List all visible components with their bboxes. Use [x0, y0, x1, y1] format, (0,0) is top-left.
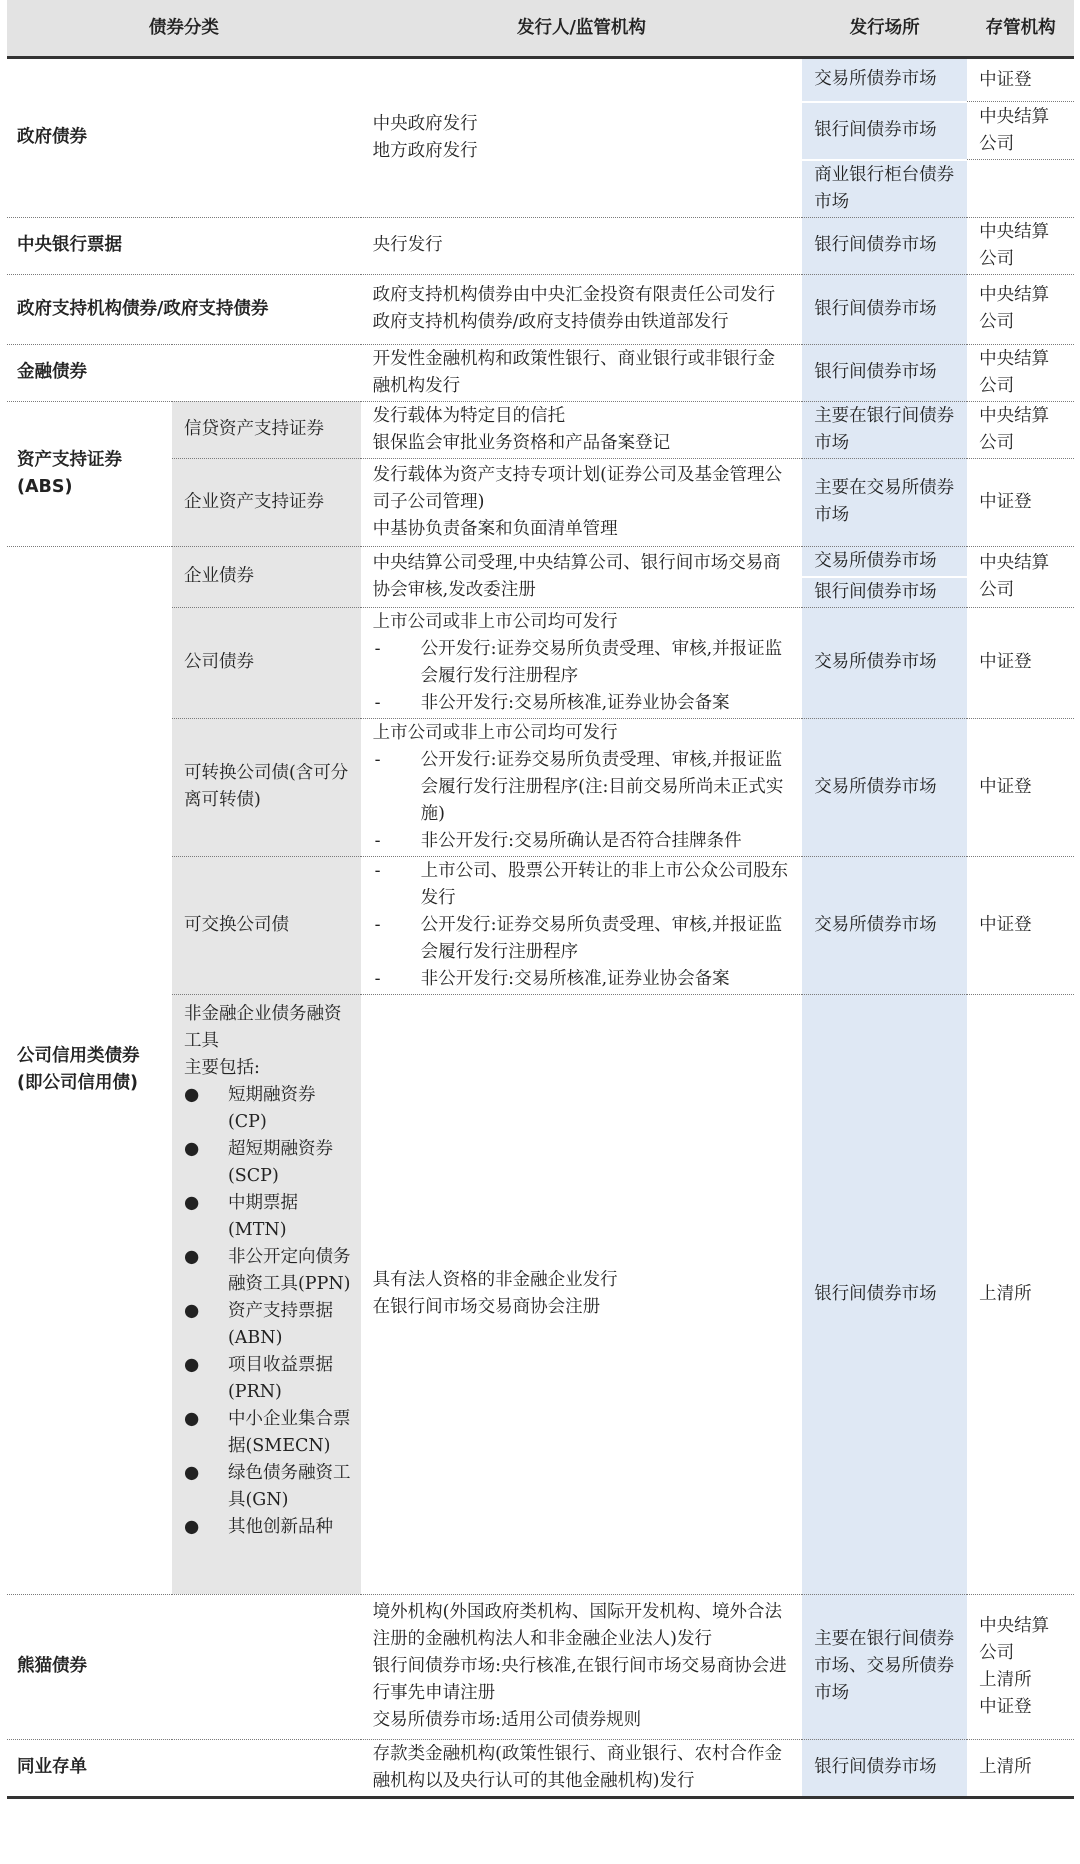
issuer-line: 银保监会审批业务资格和产品备案登记: [372, 432, 671, 453]
list-item: ● 中小企业集合票据(SMECN): [184, 1406, 351, 1460]
header-category: 债券分类: [7, 0, 361, 58]
bullet-item: - 上市公司、股票公开转让的非上市公众公司股东发行: [373, 858, 793, 912]
venue-cell: 银行间债券市场: [802, 344, 967, 401]
custodian-line: 上清所: [979, 1669, 1032, 1690]
bullet-text: 非公开发行:交易所确认是否符合挂牌条件: [420, 830, 742, 851]
bullet-icon: ●: [183, 1138, 200, 1159]
custodian-cell: 中央结算公司: [967, 401, 1074, 458]
issuer-cell: [361, 718, 803, 856]
issuer-line: 境外机构(外国政府类机构、国际开发机构、境外合法注册的金融机构法人和非金融企业法人)发行: [372, 1602, 782, 1649]
subcategory-cell: 可转换公司债(含可分离可转债): [172, 718, 361, 856]
bullet-item: - 非公开发行:交易所核准,证券业协会备案: [373, 966, 793, 993]
issuer-cell: 存款类金融机构(政策性银行、商业银行、农村合作金融机构以及央行认可的其他金融机构)发行: [372, 1743, 782, 1791]
issuer-cell: [361, 458, 803, 546]
custodian-cell: 中央结算公司: [967, 344, 1074, 401]
issuer-line: 发行载体为资产支持专项计划(证券公司及基金管理公司子公司管理): [372, 464, 782, 512]
issuer-cell: [361, 58, 803, 218]
header-row: [7, 0, 1074, 58]
custodian-cell: 中证登: [967, 718, 1074, 856]
table-row: [7, 344, 1074, 401]
custodian-cell: [967, 160, 1074, 218]
venue-cell: 主要在银行间债券市场: [802, 401, 967, 458]
category-cell: 政府债券: [7, 58, 361, 218]
category-cell: 同业存单: [17, 1757, 87, 1777]
bullet-text: 非公开发行:交易所核准,证券业协会备案: [420, 968, 730, 989]
bullet-icon: ●: [183, 1246, 200, 1267]
subcategory-title: 非金融企业债务融资工具: [183, 1003, 342, 1051]
bullet-item: - 非公开发行:交易所确认是否符合挂牌条件: [373, 828, 793, 855]
issuer-cell: [361, 274, 803, 344]
list-item: ● 非公开定向债务融资工具(PPN): [184, 1244, 351, 1298]
venue-cell: 银行间债券市场: [802, 994, 967, 1594]
category-cell: 政府支持机构债券/政府支持债券: [7, 274, 361, 344]
category-cell: 资产支持证券(ABS): [7, 401, 172, 546]
venue-cell: 交易所债券市场: [802, 856, 967, 994]
list-item: ● 超短期融资券(SCP): [184, 1136, 351, 1190]
issuer-cell: 开发性金融机构和政策性银行、商业银行或非银行金融机构发行: [361, 344, 803, 401]
venue-cell: 银行间债券市场: [802, 1739, 967, 1796]
table-row: [7, 1594, 1074, 1739]
custodian-cell: 中证登: [967, 856, 1074, 994]
custodian-line: 中央结算公司: [979, 1615, 1050, 1663]
bullet-text: 上市公司、股票公开转让的非上市公众公司股东发行: [420, 860, 789, 908]
issuer-line: 在银行间市场交易商协会注册: [372, 1297, 601, 1317]
issuer-line: 具有法人资格的非金融企业发行: [372, 1270, 618, 1290]
table-row: [7, 546, 1074, 577]
bullet-text: 公开发行:证券交易所负责受理、审核,并报证监会履行发行注册程序(注:目前交易所尚未正式实施): [420, 749, 784, 824]
venue-cell: 交易所债券市场: [802, 58, 967, 102]
issuer-line: 政府支持机构债券由中央汇金投资有限责任公司发行: [372, 285, 776, 305]
table-row: [7, 401, 1074, 458]
subcategory-cell: [172, 994, 361, 1594]
issuer-line: 中基协负责备案和负面清单管理: [372, 518, 618, 539]
issuer-line: 中央政府发行: [372, 113, 478, 134]
issuer-cell: 中央结算公司受理,中央结算公司、银行间市场交易商协会审核,发改委注册: [361, 546, 803, 607]
list-item: ● 中期票据(MTN): [184, 1190, 351, 1244]
issuer-line: 银行间债券市场:央行核准,在银行间市场交易商协会进行事先申请注册: [372, 1656, 787, 1703]
venue-cell: 交易所债券市场: [802, 546, 967, 577]
issuer-cell: 央行发行: [361, 217, 803, 274]
bullet-icon: ●: [183, 1408, 200, 1429]
issuer-line: 上市公司或非上市公司均可发行: [372, 611, 618, 632]
list-item: ● 绿色债务融资工具(GN): [184, 1460, 351, 1514]
header-custodian: 存管机构: [967, 0, 1074, 58]
issuer-cell: [361, 994, 803, 1594]
bullet-item: - 公开发行:证券交易所负责受理、审核,并报证监会履行发行注册程序: [373, 636, 793, 690]
subcategory-subtitle: 主要包括:: [183, 1057, 260, 1078]
category-cell: 中央银行票据: [7, 217, 361, 274]
custodian-cell: 中央结算公司: [967, 102, 1074, 160]
list-item: ● 其他创新品种: [184, 1514, 351, 1541]
custodian-cell: 中证登: [967, 458, 1074, 546]
bullet-icon: ●: [183, 1084, 200, 1105]
issuer-cell: [361, 607, 803, 718]
subcategory-cell: 可交换公司债: [172, 856, 361, 994]
venue-cell: 交易所债券市场: [802, 718, 967, 856]
custodian-cell: 上清所: [967, 994, 1074, 1594]
issuer-line: 政府支持机构债券/政府支持债券由铁道部发行: [372, 312, 729, 332]
custodian-cell: 中证登: [967, 607, 1074, 718]
subcategory-cell: 企业资产支持证券: [172, 458, 361, 546]
custodian-cell: 中证登: [967, 58, 1074, 102]
venue-cell: 银行间债券市场: [802, 217, 967, 274]
bullet-icon: ●: [183, 1354, 200, 1375]
header-venue: 发行场所: [802, 0, 967, 58]
bullet-text: 公开发行:证券交易所负责受理、审核,并报证监会履行发行注册程序: [420, 914, 783, 962]
bullet-text: 公开发行:证券交易所负责受理、审核,并报证监会履行发行注册程序: [420, 638, 783, 686]
list-item: ● 资产支持票据(ABN): [184, 1298, 351, 1352]
issuer-cell: [361, 1594, 803, 1739]
issuer-line: 上市公司或非上市公司均可发行: [372, 722, 618, 743]
venue-cell: 银行间债券市场: [802, 577, 967, 608]
bullet-text: 非公开发行:交易所核准,证券业协会备案: [420, 692, 730, 713]
category-cell: 金融债券: [7, 344, 361, 401]
custodian-line: 中证登: [979, 1696, 1032, 1717]
venue-cell: 银行间债券市场: [802, 274, 967, 344]
bullet-item: - 公开发行:证券交易所负责受理、审核,并报证监会履行发行注册程序(注:目前交易所尚未正式实施): [373, 747, 793, 828]
venue-cell: 主要在银行间债券市场、交易所债券市场: [802, 1594, 967, 1739]
issuer-cell: [361, 856, 803, 994]
bullet-item: - 公开发行:证券交易所负责受理、审核,并报证监会履行发行注册程序: [373, 912, 793, 966]
table-row: [7, 217, 1074, 274]
list-item: ● 短期融资券(CP): [184, 1082, 351, 1136]
custodian-cell: [967, 1594, 1074, 1739]
venue-cell: 商业银行柜台债券市场: [802, 160, 967, 218]
venue-cell: 主要在交易所债券市场: [802, 458, 967, 546]
category-cell: 熊猫债券: [7, 1594, 361, 1739]
custodian-cell: 上清所: [979, 1757, 1032, 1777]
table-bottom-rule: [7, 1796, 1074, 1799]
custodian-cell: 中央结算公司: [967, 217, 1074, 274]
bullet-icon: ●: [183, 1300, 200, 1321]
table-row: [7, 1739, 1074, 1796]
bullet-icon: ●: [183, 1462, 200, 1483]
subcategory-cell: 公司债券: [172, 607, 361, 718]
subcategory-cell: 信贷资产支持证券: [172, 401, 361, 458]
subcategory-cell: 企业债券: [172, 546, 361, 607]
issuer-line: 交易所债券市场:适用公司债券规则: [372, 1710, 642, 1730]
table-row: [7, 58, 1074, 102]
bullet-icon: ●: [183, 1192, 200, 1213]
category-cell: 公司信用类债券(即公司信用债): [7, 546, 172, 1594]
custodian-cell: 中央结算公司: [967, 546, 1074, 607]
venue-cell: 银行间债券市场: [802, 102, 967, 160]
bullet-icon: ●: [183, 1516, 200, 1537]
header-issuer: 发行人/监管机构: [361, 0, 803, 58]
issuer-cell: [361, 401, 803, 458]
issuer-line: 发行载体为特定目的信托: [372, 405, 566, 426]
list-item: ● 项目收益票据(PRN): [184, 1352, 351, 1406]
bond-classification-table: [7, 0, 1074, 1796]
venue-cell: 交易所债券市场: [802, 607, 967, 718]
bullet-item: - 非公开发行:交易所核准,证券业协会备案: [373, 690, 793, 717]
custodian-cell: 中央结算公司: [967, 274, 1074, 344]
table-row: [7, 274, 1074, 344]
issuer-line: 地方政府发行: [372, 140, 478, 161]
